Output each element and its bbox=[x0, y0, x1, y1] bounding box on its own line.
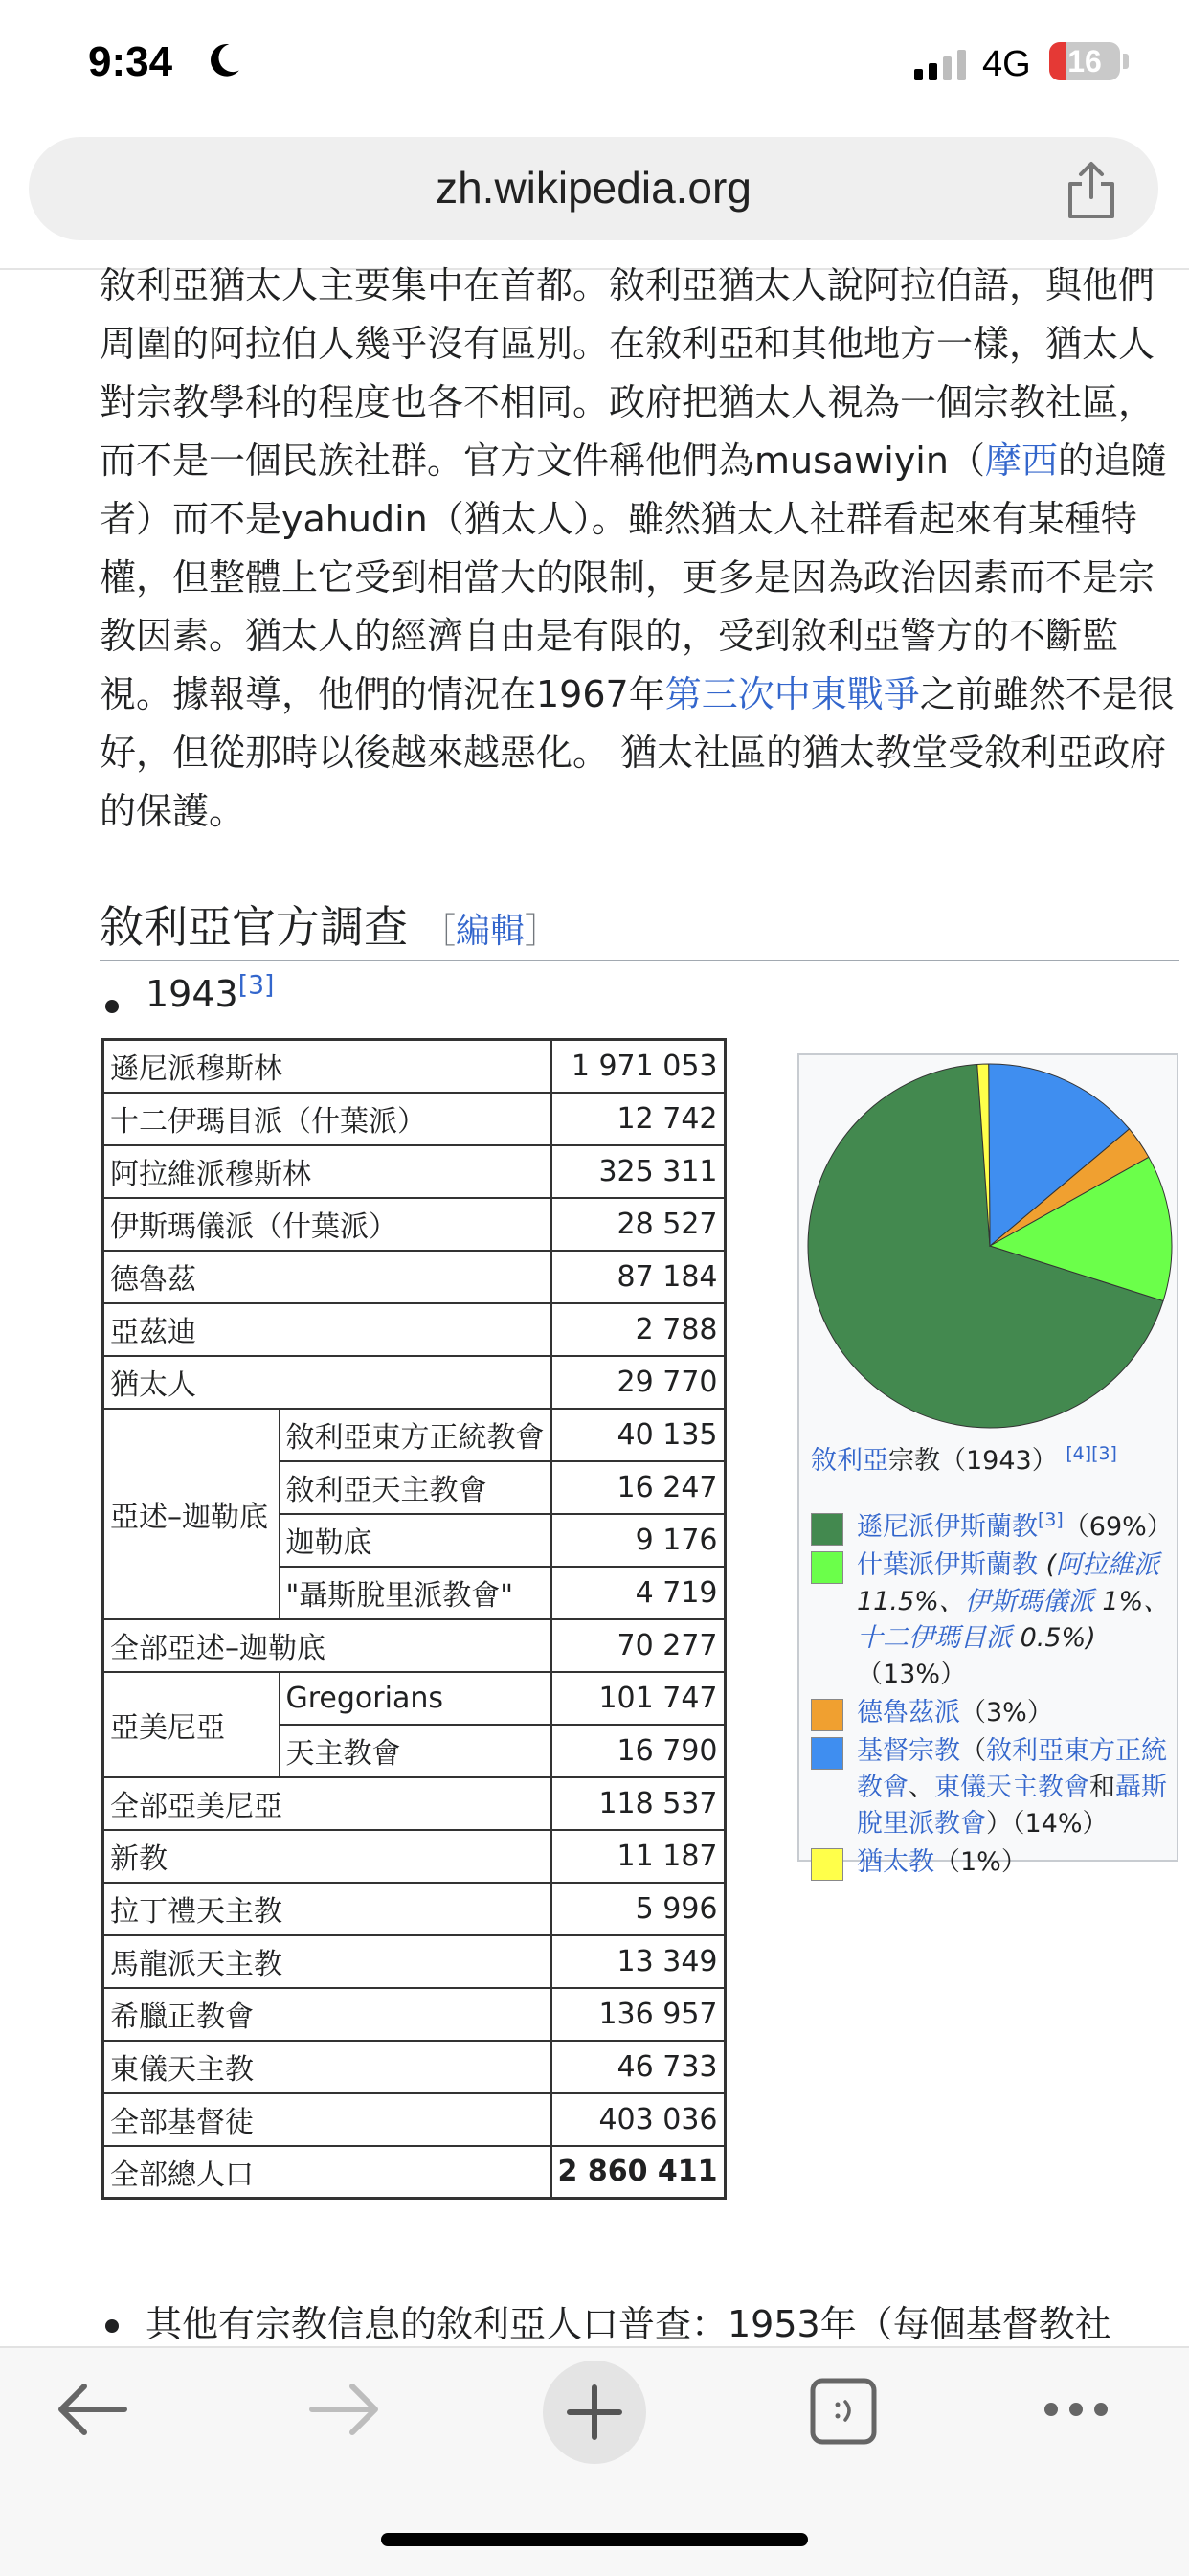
legend-detail-text: ( bbox=[1038, 1550, 1057, 1580]
legend-percent: （1%） bbox=[934, 1847, 1027, 1877]
table-row bbox=[103, 1988, 726, 2041]
home-indicator[interactable] bbox=[381, 2533, 808, 2546]
legend-percent: （3%） bbox=[960, 1698, 1053, 1728]
share-icon[interactable] bbox=[1063, 161, 1120, 220]
table-row bbox=[103, 1935, 726, 1988]
row-value: 9 176 bbox=[551, 1514, 726, 1567]
row-label: 拉丁禮天主教 bbox=[103, 1883, 551, 1935]
table-row bbox=[103, 1777, 726, 1830]
row-label: 天主教會 bbox=[280, 1725, 551, 1777]
religion-pie-chart bbox=[805, 1061, 1175, 1431]
legend-swatch bbox=[811, 1699, 843, 1731]
row-label: 十二伊瑪目派（什葉派） bbox=[103, 1093, 551, 1145]
row-label: 亞茲迪 bbox=[103, 1303, 551, 1356]
legend-link[interactable]: 猶太教 bbox=[857, 1847, 934, 1877]
row-value: 4 719 bbox=[551, 1567, 726, 1619]
battery-level: 16 bbox=[1067, 44, 1102, 79]
row-value: 40 135 bbox=[551, 1409, 726, 1461]
row-value: 11 187 bbox=[551, 1830, 726, 1883]
table-row bbox=[103, 1198, 726, 1251]
row-label: 伊斯瑪儀派（什葉派） bbox=[103, 1198, 551, 1251]
legend-percent: （13%） bbox=[857, 1660, 967, 1689]
row-label: 阿拉維派穆斯林 bbox=[103, 1145, 551, 1198]
row-label: 迦勒底 bbox=[280, 1514, 551, 1567]
legend-detail-link[interactable]: 敘利亞東方正統教會 bbox=[857, 1736, 1167, 1802]
legend-swatch bbox=[811, 1848, 843, 1881]
pie-caption bbox=[811, 1442, 1175, 1480]
table-row bbox=[103, 2041, 726, 2093]
legend-detail-text: ） bbox=[986, 1809, 1012, 1839]
network-type: 4G bbox=[982, 44, 1031, 84]
row-value: 87 184 bbox=[551, 1251, 726, 1303]
legend-detail-text: 11.5%、 bbox=[857, 1587, 965, 1616]
ref-link[interactable]: [3] bbox=[237, 970, 275, 1001]
row-label: Gregorians bbox=[280, 1672, 551, 1725]
edit-bracket-open: ［ bbox=[421, 912, 457, 951]
row-label: 馬龍派天主教 bbox=[103, 1935, 551, 1988]
status-bar bbox=[0, 0, 1189, 129]
legend-detail-text: 0.5%) bbox=[1012, 1623, 1096, 1653]
legend-percent: （69%） bbox=[1063, 1512, 1173, 1542]
legend-link[interactable]: 什葉派伊斯蘭教 bbox=[857, 1550, 1038, 1580]
article-link[interactable]: 第三次中東戰爭 bbox=[664, 673, 920, 715]
row-value: 5 996 bbox=[551, 1883, 726, 1935]
tabs-icon[interactable] bbox=[809, 2377, 878, 2446]
legend-item bbox=[811, 1509, 1175, 1546]
table-row bbox=[103, 1093, 726, 1145]
table-row bbox=[103, 1356, 726, 1409]
legend-link[interactable]: 遜尼派伊斯蘭教 bbox=[857, 1512, 1038, 1542]
plus-icon bbox=[566, 2384, 623, 2441]
row-value: 403 036 bbox=[551, 2093, 726, 2146]
row-value: 12 742 bbox=[551, 1093, 726, 1145]
legend-detail-link[interactable]: 十二伊瑪目派 bbox=[857, 1623, 1012, 1653]
article-text: 敘利亞猶太人主要集中在首都。敘利亞猶太人說阿拉伯語，與他們周圍的阿拉伯人幾乎沒有區別。在敘利亞和其他地方一樣，猶太人對宗教學科的程度也各不相同。政府把猶太人視為一個宗教社區，而不是一個民族社群。官方文件稱他們為musawiyin（ bbox=[100, 264, 1155, 482]
row-value: 2 788 bbox=[551, 1303, 726, 1356]
address-bar[interactable] bbox=[29, 137, 1158, 240]
bullet-dot bbox=[105, 1000, 119, 1013]
article-link[interactable]: 摩西 bbox=[984, 440, 1058, 482]
census-table bbox=[101, 1038, 727, 2200]
group-label: 亞述–迦勒底 bbox=[103, 1409, 280, 1619]
row-label: 敘利亞東方正統教會 bbox=[280, 1409, 551, 1461]
group-label: 亞美尼亞 bbox=[103, 1672, 280, 1777]
signal-icon bbox=[914, 48, 966, 80]
table-row bbox=[103, 1040, 726, 1093]
caption-link[interactable]: 敘利亞 bbox=[811, 1446, 888, 1476]
row-value: 28 527 bbox=[551, 1198, 726, 1251]
row-label: "聶斯脫里派教會" bbox=[280, 1567, 551, 1619]
legend-detail-link[interactable]: 伊斯瑪儀派 bbox=[964, 1587, 1094, 1616]
row-label: 全部亞美尼亞 bbox=[103, 1777, 551, 1830]
new-tab-button[interactable] bbox=[543, 2361, 646, 2464]
bullet-other-census bbox=[105, 2294, 1178, 2347]
row-label: 全部基督徒 bbox=[103, 2093, 551, 2146]
status-time: 9:34 bbox=[88, 38, 173, 85]
pie-legend bbox=[811, 1509, 1175, 1883]
back-arrow-icon[interactable] bbox=[56, 2383, 128, 2436]
table-row bbox=[103, 1303, 726, 1356]
article-text: 之前雖然不是很好，但從那時以後越來越惡化。 猶太社區的猶太教堂受敘利亞政府的保護。 bbox=[100, 673, 1175, 832]
row-value: 101 747 bbox=[551, 1672, 726, 1725]
row-label: 東儀天主教 bbox=[103, 2041, 551, 2093]
table-row bbox=[103, 1409, 726, 1461]
bullet-dot bbox=[105, 2319, 119, 2333]
bullet-year: 1943 bbox=[146, 973, 238, 1015]
row-value: 16 790 bbox=[551, 1725, 726, 1777]
battery-icon bbox=[1049, 42, 1120, 80]
table-row bbox=[103, 2146, 726, 2199]
legend-swatch bbox=[811, 1551, 843, 1584]
section-title-text: 敘利亞官方調查 bbox=[100, 901, 408, 953]
legend-detail-text: （ bbox=[960, 1736, 986, 1766]
row-value: 70 277 bbox=[551, 1619, 726, 1672]
table-row bbox=[103, 1145, 726, 1198]
legend-percent: （14%） bbox=[1012, 1809, 1109, 1839]
article-paragraph bbox=[100, 257, 1181, 841]
section-divider bbox=[100, 960, 1179, 961]
row-value: 16 247 bbox=[551, 1461, 726, 1514]
row-label: 遜尼派穆斯林 bbox=[103, 1040, 551, 1093]
legend-detail-text: 和 bbox=[1089, 1773, 1115, 1802]
row-value: 2 860 411 bbox=[551, 2146, 726, 2199]
row-value: 46 733 bbox=[551, 2041, 726, 2093]
row-value: 29 770 bbox=[551, 1356, 726, 1409]
religion-infobox bbox=[797, 1053, 1178, 1877]
bullet-other-text: 其他有宗教信息的敘利亞人口普查：1953年（每個基督教社 bbox=[146, 2303, 1111, 2345]
table-row bbox=[103, 1619, 726, 1672]
legend-detail-text: 1%、 bbox=[1093, 1587, 1170, 1616]
row-label: 敘利亞天主教會 bbox=[280, 1461, 551, 1514]
row-label: 德魯茲 bbox=[103, 1251, 551, 1303]
table-row bbox=[103, 1883, 726, 1935]
row-label: 新教 bbox=[103, 1830, 551, 1883]
row-label: 猶太人 bbox=[103, 1356, 551, 1409]
article-body bbox=[100, 257, 1181, 841]
legend-detail-link[interactable]: 聶斯脫里派教會 bbox=[857, 1773, 1167, 1839]
legend-detail-link[interactable]: 阿拉維派 bbox=[1056, 1550, 1160, 1580]
edit-bracket-close: ］ bbox=[525, 912, 560, 951]
row-label: 全部亞述–迦勒底 bbox=[103, 1619, 551, 1672]
legend-detail-link[interactable]: 東儀天主教會 bbox=[934, 1773, 1089, 1802]
url-text: zh.wikipedia.org bbox=[436, 163, 752, 213]
row-value: 325 311 bbox=[551, 1145, 726, 1198]
forward-arrow-icon[interactable] bbox=[308, 2383, 381, 2436]
battery-tip bbox=[1123, 54, 1129, 69]
row-value: 13 349 bbox=[551, 1935, 726, 1988]
table-row bbox=[103, 1672, 726, 1725]
moon-icon bbox=[203, 40, 243, 80]
article-text: 的追隨者）而不是yahudin（猶太人）。雖然猶太人社群看起來有某種特權，但整體上它受到相當大的限制，更多是因為政治因素而不是宗教因素。猶太人的經濟自由是有限的，受到敘利亞警方的不斷監視。據報導，他們的情況在1967年 bbox=[100, 440, 1167, 715]
row-label: 希臘正教會 bbox=[103, 1988, 551, 2041]
legend-link[interactable]: 德魯茲派 bbox=[857, 1698, 960, 1728]
legend-item bbox=[811, 1548, 1175, 1693]
row-value: 118 537 bbox=[551, 1777, 726, 1830]
legend-item bbox=[811, 1844, 1175, 1881]
more-menu-icon[interactable] bbox=[1042, 2398, 1110, 2421]
edit-link[interactable]: 編輯 bbox=[456, 912, 526, 951]
caption-refs[interactable]: [4][3] bbox=[1066, 1443, 1117, 1464]
bullet-year-1943 bbox=[105, 970, 275, 1015]
legend-item bbox=[811, 1695, 1175, 1731]
row-label: 全部總人口 bbox=[103, 2146, 551, 2199]
row-value: 136 957 bbox=[551, 1988, 726, 2041]
edit-section bbox=[421, 912, 559, 951]
legend-item bbox=[811, 1733, 1175, 1842]
legend-swatch bbox=[811, 1737, 843, 1770]
table-row bbox=[103, 2093, 726, 2146]
row-value: 1 971 053 bbox=[551, 1040, 726, 1093]
caption-text: 宗教（1943） bbox=[888, 1446, 1058, 1476]
legend-swatch bbox=[811, 1513, 843, 1546]
table-row bbox=[103, 1251, 726, 1303]
section-heading bbox=[100, 893, 559, 956]
table-row bbox=[103, 1830, 726, 1883]
legend-detail-text: 、 bbox=[909, 1773, 934, 1802]
ref-link[interactable]: [3] bbox=[1038, 1509, 1064, 1530]
legend-link[interactable]: 基督宗教 bbox=[857, 1736, 960, 1766]
